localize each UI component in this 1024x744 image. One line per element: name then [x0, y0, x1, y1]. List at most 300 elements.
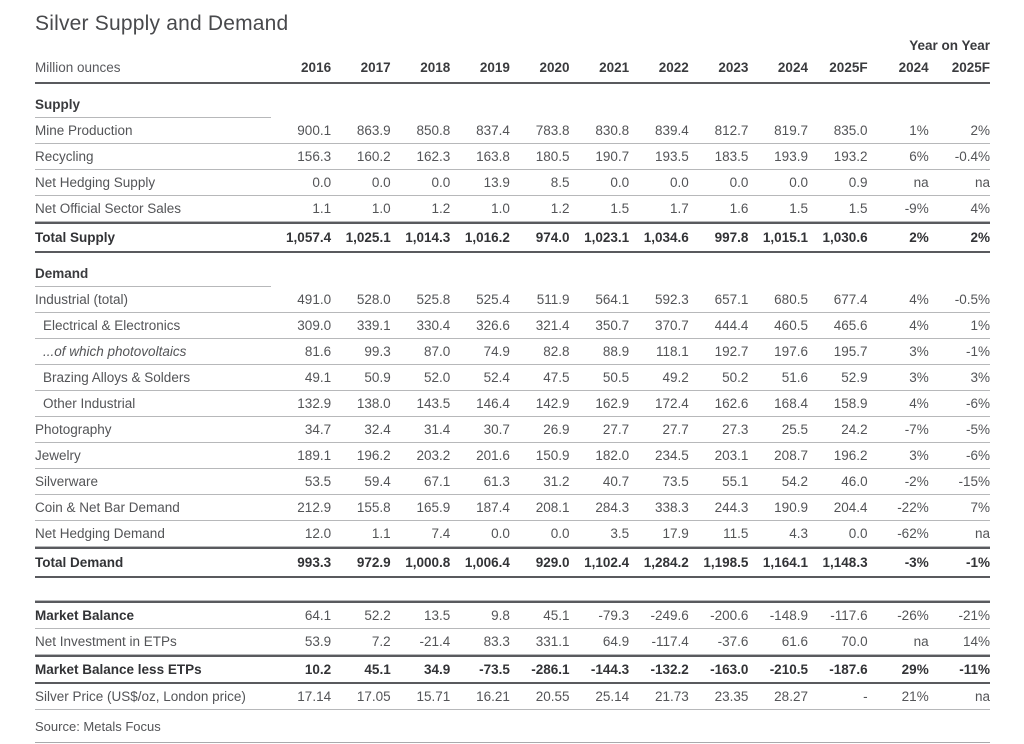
- value-cell: 193.5: [629, 144, 689, 170]
- value-cell: 190.9: [748, 495, 808, 521]
- value-cell: 32.4: [331, 417, 391, 443]
- value-cell: 657.1: [689, 287, 749, 313]
- table-row: [35, 495, 990, 521]
- value-cell: 46.0: [808, 469, 868, 495]
- value-cell: 64.1: [271, 601, 331, 629]
- value-cell: 201.6: [450, 443, 510, 469]
- yoy-value-cell: 7%: [929, 495, 990, 521]
- value-cell: 326.6: [450, 313, 510, 339]
- yoy-value-cell: -2%: [868, 469, 929, 495]
- year-column-header: 2025F: [808, 55, 868, 84]
- value-cell: 162.3: [391, 144, 451, 170]
- value-cell: 460.5: [748, 313, 808, 339]
- table-row: [35, 313, 990, 339]
- value-cell: -249.6: [629, 601, 689, 629]
- value-cell: 163.8: [450, 144, 510, 170]
- yoy-value-cell: -62%: [868, 521, 929, 547]
- row-label: Photography: [35, 417, 271, 443]
- value-cell: 20.55: [510, 684, 570, 710]
- value-cell: 64.9: [570, 629, 630, 655]
- value-cell: 212.9: [271, 495, 331, 521]
- value-cell: 17.14: [271, 684, 331, 710]
- spacer-cell: [35, 578, 990, 601]
- value-cell: 1.1: [271, 196, 331, 222]
- value-cell: 1.1: [331, 521, 391, 547]
- value-cell: 74.9: [450, 339, 510, 365]
- value-cell: 0.0: [570, 170, 630, 196]
- value-cell: 1.7: [629, 196, 689, 222]
- value-cell: 0.0: [748, 170, 808, 196]
- value-cell: 31.4: [391, 417, 451, 443]
- value-cell: 208.1: [510, 495, 570, 521]
- value-cell: 491.0: [271, 287, 331, 313]
- value-cell: 189.1: [271, 443, 331, 469]
- row-label: Demand: [35, 253, 271, 287]
- value-cell: 0.0: [510, 521, 570, 547]
- table-row: [35, 684, 990, 710]
- table-row: [35, 222, 990, 253]
- yoy-value-cell: -6%: [929, 443, 990, 469]
- table-row: [35, 521, 990, 547]
- yoy-value-cell: -3%: [868, 547, 929, 578]
- value-cell: 203.1: [689, 443, 749, 469]
- value-cell: 13.5: [391, 601, 451, 629]
- value-cell: 830.8: [570, 118, 630, 144]
- table-body: [35, 84, 990, 710]
- value-cell: -200.6: [689, 601, 749, 629]
- yoy-value-cell: -0.5%: [929, 287, 990, 313]
- yoy-value-cell: 3%: [868, 365, 929, 391]
- row-label: Recycling: [35, 144, 271, 170]
- value-cell: -21.4: [391, 629, 451, 655]
- value-cell: 1,164.1: [748, 547, 808, 578]
- table-row: [35, 170, 990, 196]
- value-cell: -286.1: [510, 655, 570, 684]
- value-cell: 819.7: [748, 118, 808, 144]
- value-cell: 50.5: [570, 365, 630, 391]
- yoy-value-cell: na: [929, 521, 990, 547]
- value-cell: -: [808, 684, 868, 710]
- yoy-value-cell: 2%: [868, 222, 929, 253]
- value-cell: 53.5: [271, 469, 331, 495]
- row-label: Net Official Sector Sales: [35, 196, 271, 222]
- yoy-value-cell: 2%: [929, 222, 990, 253]
- value-cell: 24.2: [808, 417, 868, 443]
- row-label: Silver Price (US$/oz, London price): [35, 684, 271, 710]
- yoy-value-cell: 4%: [929, 196, 990, 222]
- value-cell: 525.8: [391, 287, 451, 313]
- year-column-header: 2018: [391, 55, 451, 84]
- value-cell: 997.8: [689, 222, 749, 253]
- yoy-value-cell: -21%: [929, 601, 990, 629]
- value-cell: 993.3: [271, 547, 331, 578]
- yoy-value-cell: 4%: [868, 391, 929, 417]
- year-column-header: 2022: [629, 55, 689, 84]
- yoy-column-header: 2025F: [929, 55, 990, 84]
- value-cell: 34.9: [391, 655, 451, 684]
- table-row: [35, 578, 990, 601]
- yoy-value-cell: -0.4%: [929, 144, 990, 170]
- year-column-header: 2016: [271, 55, 331, 84]
- yoy-value-cell: -9%: [868, 196, 929, 222]
- value-cell: 338.3: [629, 495, 689, 521]
- yoy-value-cell: na: [868, 170, 929, 196]
- value-cell: 73.5: [629, 469, 689, 495]
- value-cell: 142.9: [510, 391, 570, 417]
- value-cell: 45.1: [510, 601, 570, 629]
- value-cell: -79.3: [570, 601, 630, 629]
- value-cell: 59.4: [331, 469, 391, 495]
- value-cell: 812.7: [689, 118, 749, 144]
- value-cell: -144.3: [570, 655, 630, 684]
- value-cell: 83.3: [450, 629, 510, 655]
- table-row: [35, 144, 990, 170]
- value-cell: 15.71: [391, 684, 451, 710]
- yoy-column-header: 2024: [868, 55, 929, 84]
- value-cell: 81.6: [271, 339, 331, 365]
- value-cell: 47.5: [510, 365, 570, 391]
- value-cell: 677.4: [808, 287, 868, 313]
- yoy-header-spacer: [35, 38, 868, 55]
- value-cell: 52.9: [808, 365, 868, 391]
- value-cell: 196.2: [808, 443, 868, 469]
- value-cell: 183.5: [689, 144, 749, 170]
- yoy-value-cell: 1%: [929, 313, 990, 339]
- value-cell: 1,000.8: [391, 547, 451, 578]
- value-cell: -210.5: [748, 655, 808, 684]
- table-row: [35, 547, 990, 578]
- value-cell: 28.27: [748, 684, 808, 710]
- row-label: Silverware: [35, 469, 271, 495]
- value-cell: 138.0: [331, 391, 391, 417]
- value-cell: 21.73: [629, 684, 689, 710]
- yoy-value-cell: 1%: [868, 118, 929, 144]
- value-cell: 350.7: [570, 313, 630, 339]
- value-cell: 370.7: [629, 313, 689, 339]
- value-cell: 50.9: [331, 365, 391, 391]
- value-cell: 465.6: [808, 313, 868, 339]
- value-cell: 160.2: [331, 144, 391, 170]
- table-row: [35, 118, 990, 144]
- value-cell: 839.4: [629, 118, 689, 144]
- value-cell: 61.3: [450, 469, 510, 495]
- yoy-value-cell: na: [929, 684, 990, 710]
- yoy-value-cell: -26%: [868, 601, 929, 629]
- value-cell: 190.7: [570, 144, 630, 170]
- value-cell: 0.0: [271, 170, 331, 196]
- row-label: Market Balance: [35, 601, 271, 629]
- yoy-value-cell: na: [929, 170, 990, 196]
- unit-label: Million ounces: [35, 55, 271, 84]
- value-cell: 45.1: [331, 655, 391, 684]
- value-cell: 3.5: [570, 521, 630, 547]
- value-cell: 974.0: [510, 222, 570, 253]
- value-cell: 158.9: [808, 391, 868, 417]
- value-cell: 52.0: [391, 365, 451, 391]
- value-cell: 1.5: [748, 196, 808, 222]
- value-cell: 31.2: [510, 469, 570, 495]
- value-cell: 40.7: [570, 469, 630, 495]
- value-cell: 972.9: [331, 547, 391, 578]
- value-cell: 17.9: [629, 521, 689, 547]
- value-cell: 1,198.5: [689, 547, 749, 578]
- yoy-value-cell: 2%: [929, 118, 990, 144]
- value-cell: 1.0: [331, 196, 391, 222]
- value-cell: 1,023.1: [570, 222, 630, 253]
- row-label: Brazing Alloys & Solders: [35, 365, 271, 391]
- value-cell: 50.2: [689, 365, 749, 391]
- yoy-value-cell: 29%: [868, 655, 929, 684]
- value-cell: 49.2: [629, 365, 689, 391]
- row-label: Electrical & Electronics: [35, 313, 271, 339]
- value-cell: 4.3: [748, 521, 808, 547]
- value-cell: 195.7: [808, 339, 868, 365]
- value-cell: 1,030.6: [808, 222, 868, 253]
- table-row: [35, 469, 990, 495]
- value-cell: 8.5: [510, 170, 570, 196]
- table-row: [35, 629, 990, 655]
- yoy-value-cell: -5%: [929, 417, 990, 443]
- value-cell: -148.9: [748, 601, 808, 629]
- value-cell: 444.4: [689, 313, 749, 339]
- row-label: Net Investment in ETPs: [35, 629, 271, 655]
- value-cell: 1.5: [570, 196, 630, 222]
- row-label: Total Demand: [35, 547, 271, 578]
- value-cell: 0.0: [391, 170, 451, 196]
- row-label: Net Hedging Supply: [35, 170, 271, 196]
- table-row: [35, 84, 990, 118]
- value-cell: 1.0: [450, 196, 510, 222]
- value-cell: 929.0: [510, 547, 570, 578]
- bottom-rule: [35, 742, 990, 743]
- value-cell: 0.0: [689, 170, 749, 196]
- row-label: Jewelry: [35, 443, 271, 469]
- value-cell: 321.4: [510, 313, 570, 339]
- value-cell: 1.5: [808, 196, 868, 222]
- year-column-header: 2023: [689, 55, 749, 84]
- yoy-value-cell: -22%: [868, 495, 929, 521]
- value-cell: 180.5: [510, 144, 570, 170]
- value-cell: -73.5: [450, 655, 510, 684]
- value-cell: 1.6: [689, 196, 749, 222]
- yoy-value-cell: na: [868, 629, 929, 655]
- value-cell: 835.0: [808, 118, 868, 144]
- value-cell: 82.8: [510, 339, 570, 365]
- value-cell: 193.2: [808, 144, 868, 170]
- value-cell: 9.8: [450, 601, 510, 629]
- yoy-value-cell: 3%: [868, 339, 929, 365]
- value-cell: 146.4: [450, 391, 510, 417]
- value-cell: 26.9: [510, 417, 570, 443]
- page-title: Silver Supply and Demand: [35, 12, 289, 35]
- value-cell: 182.0: [570, 443, 630, 469]
- value-cell: 208.7: [748, 443, 808, 469]
- value-cell: 30.7: [450, 417, 510, 443]
- value-cell: 203.2: [391, 443, 451, 469]
- yoy-value-cell: 21%: [868, 684, 929, 710]
- yoy-value-cell: -7%: [868, 417, 929, 443]
- value-cell: 61.6: [748, 629, 808, 655]
- value-cell: 162.6: [689, 391, 749, 417]
- value-cell: 234.5: [629, 443, 689, 469]
- value-cell: 168.4: [748, 391, 808, 417]
- value-cell: -117.6: [808, 601, 868, 629]
- value-cell: 528.0: [331, 287, 391, 313]
- value-cell: 7.4: [391, 521, 451, 547]
- value-cell: 87.0: [391, 339, 451, 365]
- value-cell: 172.4: [629, 391, 689, 417]
- value-cell: 193.9: [748, 144, 808, 170]
- value-cell: 51.6: [748, 365, 808, 391]
- value-cell: -163.0: [689, 655, 749, 684]
- yoy-value-cell: 4%: [868, 287, 929, 313]
- row-label: Net Hedging Demand: [35, 521, 271, 547]
- value-cell: 0.0: [629, 170, 689, 196]
- value-cell: 1,016.2: [450, 222, 510, 253]
- value-cell: 1,014.3: [391, 222, 451, 253]
- value-cell: 863.9: [331, 118, 391, 144]
- value-cell: 13.9: [450, 170, 510, 196]
- value-cell: 118.1: [629, 339, 689, 365]
- value-cell: 12.0: [271, 521, 331, 547]
- year-column-header: 2019: [450, 55, 510, 84]
- row-label: Industrial (total): [35, 287, 271, 313]
- value-cell: 564.1: [570, 287, 630, 313]
- row-label: Mine Production: [35, 118, 271, 144]
- value-cell: 99.3: [331, 339, 391, 365]
- value-cell: 339.1: [331, 313, 391, 339]
- year-column-header: 2017: [331, 55, 391, 84]
- value-cell: -187.6: [808, 655, 868, 684]
- row-label: Other Industrial: [35, 391, 271, 417]
- value-cell: 143.5: [391, 391, 451, 417]
- value-cell: 0.0: [808, 521, 868, 547]
- yoy-label: Year on Year: [909, 38, 990, 53]
- value-cell: 52.2: [331, 601, 391, 629]
- value-cell: 27.7: [570, 417, 630, 443]
- silver-supply-demand-table: [35, 38, 990, 710]
- table-row: [35, 601, 990, 629]
- row-label: Coin & Net Bar Demand: [35, 495, 271, 521]
- value-cell: 511.9: [510, 287, 570, 313]
- value-cell: 1,025.1: [331, 222, 391, 253]
- value-cell: -132.2: [629, 655, 689, 684]
- value-cell: 52.4: [450, 365, 510, 391]
- value-cell: 1.2: [510, 196, 570, 222]
- yoy-value-cell: -1%: [929, 547, 990, 578]
- value-cell: 55.1: [689, 469, 749, 495]
- row-label: Total Supply: [35, 222, 271, 253]
- source-note: Source: Metals Focus: [35, 719, 161, 734]
- value-cell: 11.5: [689, 521, 749, 547]
- value-cell: 156.3: [271, 144, 331, 170]
- year-column-header: 2024: [748, 55, 808, 84]
- table-row: [35, 196, 990, 222]
- value-cell: 88.9: [570, 339, 630, 365]
- yoy-value-cell: 3%: [868, 443, 929, 469]
- value-cell: 27.3: [689, 417, 749, 443]
- value-cell: -117.4: [629, 629, 689, 655]
- value-cell: 850.8: [391, 118, 451, 144]
- value-cell: 25.14: [570, 684, 630, 710]
- value-cell: 165.9: [391, 495, 451, 521]
- value-cell: 1,102.4: [570, 547, 630, 578]
- table-row: [35, 391, 990, 417]
- row-label: Supply: [35, 84, 271, 118]
- value-cell: 16.21: [450, 684, 510, 710]
- year-column-header: 2020: [510, 55, 570, 84]
- value-cell: 67.1: [391, 469, 451, 495]
- value-cell: 0.0: [331, 170, 391, 196]
- value-cell: 23.35: [689, 684, 749, 710]
- value-cell: 196.2: [331, 443, 391, 469]
- value-cell: 783.8: [510, 118, 570, 144]
- value-cell: 162.9: [570, 391, 630, 417]
- value-cell: 25.5: [748, 417, 808, 443]
- yoy-value-cell: -6%: [929, 391, 990, 417]
- table-row: [35, 655, 990, 684]
- value-cell: 1,148.3: [808, 547, 868, 578]
- value-cell: 17.05: [331, 684, 391, 710]
- value-cell: 0.0: [450, 521, 510, 547]
- value-cell: 1,015.1: [748, 222, 808, 253]
- value-cell: 132.9: [271, 391, 331, 417]
- table-row: [35, 417, 990, 443]
- value-cell: 27.7: [629, 417, 689, 443]
- value-cell: 54.2: [748, 469, 808, 495]
- yoy-value-cell: 4%: [868, 313, 929, 339]
- yoy-value-cell: 6%: [868, 144, 929, 170]
- row-label: ...of which photovoltaics: [35, 339, 271, 365]
- value-cell: 204.4: [808, 495, 868, 521]
- table-row: [35, 365, 990, 391]
- value-cell: 34.7: [271, 417, 331, 443]
- value-cell: 187.4: [450, 495, 510, 521]
- table-row: [35, 287, 990, 313]
- value-cell: 525.4: [450, 287, 510, 313]
- value-cell: 7.2: [331, 629, 391, 655]
- value-cell: 10.2: [271, 655, 331, 684]
- value-cell: 1.2: [391, 196, 451, 222]
- yoy-value-cell: -15%: [929, 469, 990, 495]
- value-cell: 331.1: [510, 629, 570, 655]
- value-cell: 70.0: [808, 629, 868, 655]
- yoy-value-cell: -11%: [929, 655, 990, 684]
- value-cell: 155.8: [331, 495, 391, 521]
- value-cell: 53.9: [271, 629, 331, 655]
- year-column-header: 2021: [570, 55, 630, 84]
- value-cell: 1,006.4: [450, 547, 510, 578]
- value-cell: 900.1: [271, 118, 331, 144]
- table-row: [35, 339, 990, 365]
- value-cell: 1,057.4: [271, 222, 331, 253]
- value-cell: 330.4: [391, 313, 451, 339]
- value-cell: 49.1: [271, 365, 331, 391]
- value-cell: 0.9: [808, 170, 868, 196]
- value-cell: 197.6: [748, 339, 808, 365]
- table-row: [35, 443, 990, 469]
- table-header: [35, 38, 990, 84]
- yoy-value-cell: -1%: [929, 339, 990, 365]
- value-cell: 1,034.6: [629, 222, 689, 253]
- value-cell: -37.6: [689, 629, 749, 655]
- value-cell: 1,284.2: [629, 547, 689, 578]
- value-cell: 192.7: [689, 339, 749, 365]
- value-cell: 284.3: [570, 495, 630, 521]
- column-header-row: [35, 55, 990, 84]
- yoy-header-row: [35, 38, 990, 55]
- value-cell: 680.5: [748, 287, 808, 313]
